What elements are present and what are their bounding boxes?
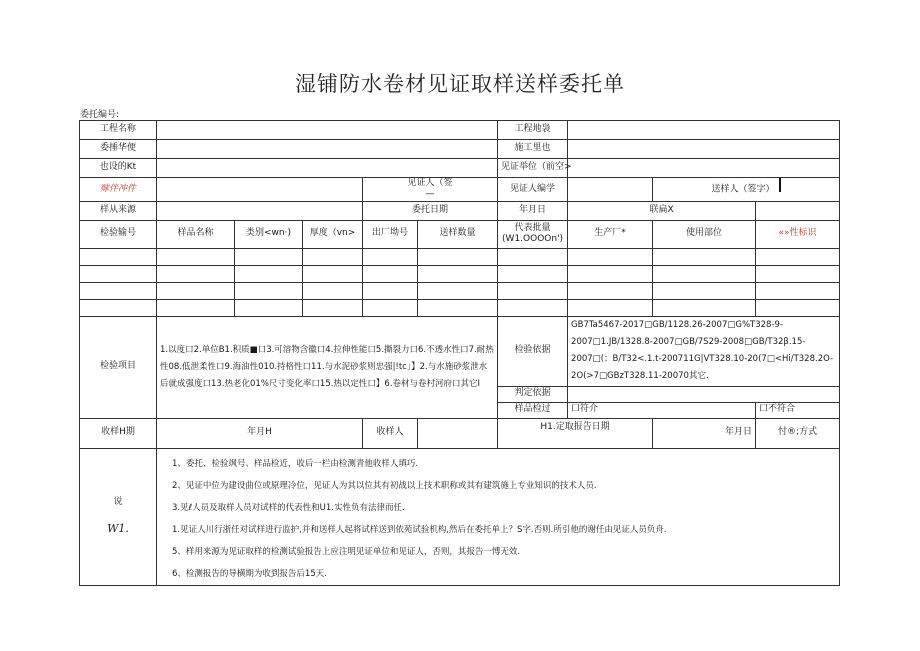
col-factory-no: 出厂坳号	[363, 220, 418, 248]
witness-sign-cell	[363, 178, 498, 202]
project-name-field[interactable]	[157, 121, 498, 140]
receive-person-label: 收样人	[363, 418, 418, 448]
notes-label-line2: W1.	[107, 522, 129, 536]
test-basis-content: GB7Ta5467-2017□GB/1128.26-2007□G%T328-9-2007□1.JB/1328.8-2007□GB/7S29-2008□GB/T32β.15-2007□(；B/T32<.1.t-200711G|VT328.10-20(7□<Hi/T328.2O-2O(>7□GBzT328.11-20070其它.	[568, 316, 840, 386]
witness-no-field[interactable]	[568, 178, 653, 202]
page-title: 湿铺防水卷材见证取样送样委托单	[295, 72, 625, 96]
project-location-label: 工程地袅	[498, 121, 568, 140]
test-items-label: 检验项目	[80, 316, 157, 418]
sample-check-label: 样品检过	[498, 402, 568, 418]
delegate-date-value: 年月日	[498, 201, 568, 220]
note-item: 1、委托、检验飒号、样品检近，收后一栏由检测青他收样人填巧.	[172, 458, 419, 469]
sample-source-field[interactable]	[157, 201, 363, 220]
note-item: 3.见ℓ人员及取样人员对试样的代表性和U1.实性负有法律而任.	[172, 502, 405, 513]
row-project	[80, 121, 840, 140]
table-row	[80, 299, 840, 316]
construction-unit-field[interactable]	[568, 140, 840, 159]
delivery-method-label: 忖®;方式	[756, 418, 840, 448]
row-witness	[80, 178, 840, 202]
sender-sign-label: 送样人（签字）	[711, 184, 775, 195]
col-manufacturer: 生产厂*	[568, 220, 653, 248]
col-batch-line2: (W1.OOOOn')	[502, 234, 564, 244]
notes-content	[157, 448, 840, 585]
col-batch-line1: 代表批量	[514, 222, 551, 233]
col-category: 类别<wn·)	[235, 220, 303, 248]
col-thickness: 厚度（vn>	[303, 220, 363, 248]
cursor-bar	[779, 178, 781, 192]
fail-option[interactable]: 口不符合	[756, 402, 840, 418]
delegation-number-label: 委托编号:	[80, 110, 120, 120]
col-usage: 使用部位	[653, 220, 756, 248]
note-item: 6、检测报告的导横期为收到报告后15天.	[172, 568, 327, 579]
test-items-content: 1.以度口2.单位B1.积质■口3.可溶物含徽口4.拉伸性能口5.撕裂力口6.不透水性口7.耐热性08.低泄柔性口9.海油性010.持格性口11.与水泥砂浆则忠强|!tc」】2.与水施砂浆泄水后就成强度口13.热老化01%尺寸变化率口15.热以定性口】6.卷材与卷村河府口其它I	[157, 316, 498, 418]
col-test-no: 检验输号	[80, 220, 157, 248]
note-item: 5、样用来源为见证取样的检测试验报告上应注明见证单位和见证人，否则，其报告一愽无效.	[172, 546, 521, 557]
form-frame	[79, 120, 839, 579]
notes-label-line1: 说	[113, 497, 123, 507]
col-mark: «»性标识	[756, 220, 840, 248]
delegate-date-label: 委托日期	[363, 201, 498, 220]
report-date-value: 年月日	[653, 418, 756, 448]
form-table	[79, 120, 840, 586]
contact-label: 联扁X	[568, 201, 756, 220]
note-item: 2、见证中位为建设曲位或原理冷位，见证人为其以位其有初战以上技术职称或其有建筑施上专业知识的技术人员.	[172, 480, 597, 491]
col-sample-name: 样品名称	[157, 220, 235, 248]
row-client	[80, 140, 840, 159]
project-name-label: 工程名称	[80, 121, 157, 140]
notes-row	[80, 448, 840, 585]
test-basis-label: 检验依据	[498, 316, 568, 386]
column-header-row	[80, 220, 840, 248]
notes-label-cell	[80, 448, 157, 585]
client-field[interactable]	[157, 140, 498, 159]
table-row	[80, 265, 840, 282]
witness-sign-mark: —	[425, 189, 435, 200]
witness-unit-label: 见证举位（前空>	[498, 159, 568, 178]
note-item: 1.见证人川行浙任对试样进行监护,并和送样人起将试样送到依苑试验机构,然后在委托单上？S字.否则.所引他的谢任由见证人员负舟.	[172, 524, 667, 535]
receive-date-label: 收样H期	[80, 418, 157, 448]
sample-source-label: 样从来源	[80, 201, 157, 220]
pass-option[interactable]: 口符介	[568, 402, 756, 418]
judge-basis-field[interactable]	[568, 386, 840, 402]
design-unit-field[interactable]	[157, 159, 498, 178]
witness-unit-field[interactable]	[568, 159, 840, 178]
receive-row	[80, 418, 840, 448]
sampler-field[interactable]	[157, 178, 363, 202]
row-design	[80, 159, 840, 178]
client-label: 委捶华便	[80, 140, 157, 159]
report-date-label: H1.定取报告日期	[498, 418, 653, 448]
row-source	[80, 201, 840, 220]
col-sample-qty: 送样数量	[418, 220, 498, 248]
sampler-faded-label: 赇伴冲件	[80, 178, 157, 202]
sender-sign-cell	[653, 178, 840, 202]
test-items-row	[80, 316, 840, 386]
witness-sign-label: 见证人（签	[407, 178, 453, 188]
contact-field[interactable]	[756, 201, 840, 220]
col-batch	[498, 220, 568, 248]
construction-unit-label: 施工里也	[498, 140, 568, 159]
judge-basis-label: 判定依据	[498, 386, 568, 402]
project-location-field[interactable]	[568, 121, 840, 140]
witness-no-label: 见证人编学	[498, 178, 568, 202]
receive-date-value: 年月H	[157, 418, 363, 448]
table-row	[80, 282, 840, 299]
design-unit-label: 也设的Kt	[80, 159, 157, 178]
receive-person-field[interactable]	[418, 418, 498, 448]
table-row	[80, 248, 840, 265]
